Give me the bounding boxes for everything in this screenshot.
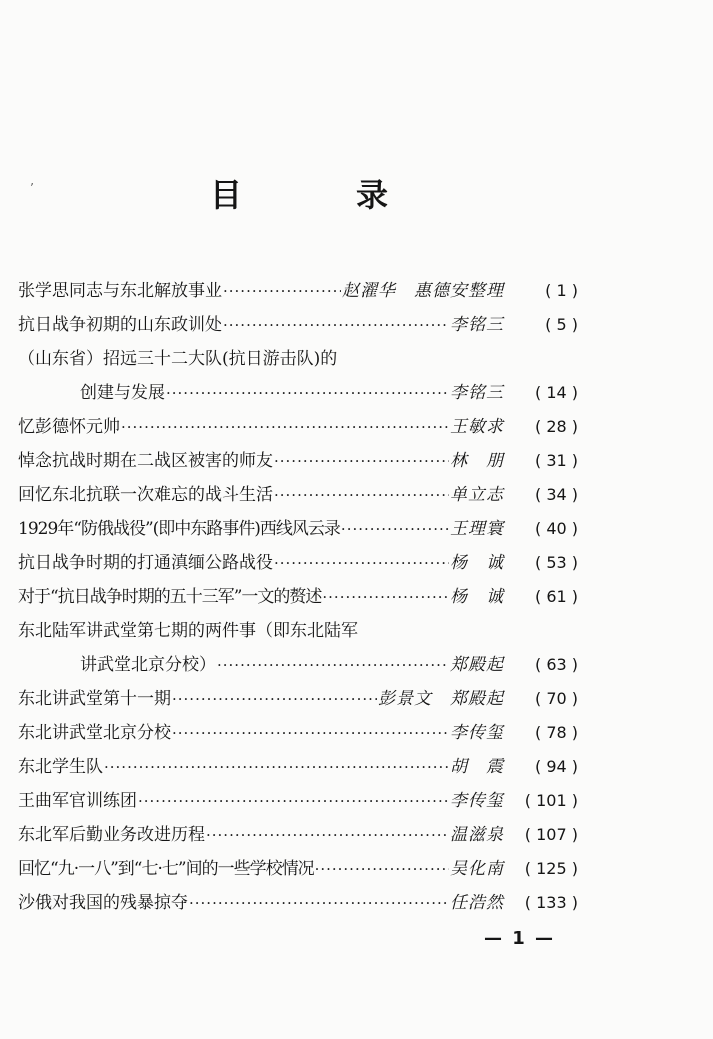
- leader-dots: [223, 282, 341, 300]
- leader-dots: [104, 758, 449, 776]
- entry-title: 东北学生队: [18, 757, 103, 777]
- leader-dots: [341, 520, 449, 538]
- entry-author: 李铭三: [450, 315, 504, 335]
- entry-page: ( 28 ): [504, 417, 578, 436]
- entry-page: ( 5 ): [504, 315, 578, 334]
- entry-page: ( 70 ): [504, 689, 578, 708]
- entry-page: ( 133 ): [504, 893, 578, 912]
- entry-author: 王理寰: [450, 519, 504, 539]
- toc-entry: [18, 820, 578, 854]
- entry-page: ( 1 ): [504, 281, 578, 300]
- toc-entry: [18, 378, 578, 412]
- entry-title-line1: 东北陆军讲武堂第七期的两件事（即东北陆军: [18, 621, 358, 641]
- entry-author: 李传玺: [450, 791, 504, 811]
- entry-page: ( 107 ): [504, 825, 578, 844]
- entry-title: 回忆“九·一八”到“七·七”间的一些学校情况: [18, 859, 314, 879]
- entry-title: 沙俄对我国的残暴掠夺: [18, 893, 188, 913]
- entry-author: 李铭三: [450, 383, 504, 403]
- entry-title: 回忆东北抗联一次难忘的战斗生活: [18, 485, 273, 505]
- toc-entry: [18, 310, 578, 344]
- entry-title: 王曲军官训练团: [18, 791, 137, 811]
- toc-entry: [18, 718, 578, 752]
- toc-entry: [18, 412, 578, 446]
- entry-title: 抗日战争初期的山东政训处: [18, 315, 222, 335]
- toc-entry: [18, 480, 578, 514]
- entry-page: ( 34 ): [504, 485, 578, 504]
- entry-title: 东北军后勤业务改进历程: [18, 825, 205, 845]
- entry-author: 林 朋: [450, 451, 504, 471]
- entry-title-line1: （山东省）招远三十二大队(抗日游击队)的: [18, 349, 338, 369]
- entry-author: 李传玺: [450, 723, 504, 743]
- toc-entry: [18, 446, 578, 480]
- entry-author: 温滋泉: [450, 825, 504, 845]
- toc-entry: [18, 514, 578, 548]
- table-of-contents: [18, 276, 578, 922]
- toc-entry-multiline: [18, 344, 578, 412]
- leader-dots: [274, 486, 449, 504]
- entry-author: 任浩然: [450, 893, 504, 913]
- entry-author: 胡 震: [450, 757, 504, 777]
- page-number: — 1 —: [484, 928, 556, 949]
- entry-title-line2: 创建与发展: [80, 383, 165, 403]
- leader-dots: [189, 894, 449, 912]
- entry-author: 王敏求: [450, 417, 504, 437]
- entry-title: 东北讲武堂北京分校: [18, 723, 171, 743]
- entry-page: ( 125 ): [504, 859, 578, 878]
- entry-author: 赵濯华 惠德安整理: [342, 281, 504, 301]
- entry-title-line2: 讲武堂北京分校）: [80, 655, 216, 675]
- entry-author: 单立志: [450, 485, 504, 505]
- entry-page: ( 94 ): [504, 757, 578, 776]
- toc-entry: [18, 582, 578, 616]
- leader-dots: [223, 316, 449, 334]
- leader-dots: [274, 452, 449, 470]
- leader-dots: [172, 690, 377, 708]
- entry-author: 彭景文 郑殿起: [378, 689, 504, 709]
- toc-entry: [18, 276, 578, 310]
- toc-entry: [18, 650, 578, 684]
- entry-page: ( 53 ): [504, 553, 578, 572]
- leader-dots: [315, 860, 449, 878]
- title-char-left: 目: [210, 176, 243, 214]
- page-title: [0, 172, 713, 218]
- entry-page: ( 14 ): [504, 383, 578, 402]
- leader-dots: [217, 656, 449, 674]
- leader-dots: [322, 588, 449, 606]
- leader-dots: [138, 792, 449, 810]
- leader-dots: [274, 554, 449, 572]
- toc-entry: [18, 752, 578, 786]
- toc-entry: [18, 888, 578, 922]
- toc-entry: [18, 786, 578, 820]
- entry-page: ( 63 ): [504, 655, 578, 674]
- entry-author: 杨 诚: [450, 587, 504, 607]
- leader-dots: [172, 724, 449, 742]
- title-char-right: 录: [356, 176, 389, 214]
- entry-title: 忆彭德怀元帅: [18, 417, 120, 437]
- entry-page: ( 40 ): [504, 519, 578, 538]
- entry-page: ( 61 ): [504, 587, 578, 606]
- entry-page: ( 78 ): [504, 723, 578, 742]
- entry-title: 张学思同志与东北解放事业: [18, 281, 222, 301]
- entry-title: 悼念抗战时期在二战区被害的师友: [18, 451, 273, 471]
- entry-author: 吴化南: [450, 859, 504, 879]
- entry-author: 杨 诚: [450, 553, 504, 573]
- entry-title: 对于“抗日战争时期的五十三军”一文的赘述: [18, 587, 322, 607]
- toc-entry: [18, 684, 578, 718]
- entry-title: 抗日战争时期的打通滇缅公路战役: [18, 553, 273, 573]
- entry-page: ( 31 ): [504, 451, 578, 470]
- toc-entry-multiline: [18, 616, 578, 684]
- entry-title: 东北讲武堂第十一期: [18, 689, 171, 709]
- toc-entry: [18, 548, 578, 582]
- leader-dots: [166, 384, 449, 402]
- entry-author: 郑殿起: [450, 655, 504, 675]
- stray-mark: ’: [30, 181, 34, 195]
- entry-title: 1929年“防俄战役”(即中东路事件)西线风云录: [18, 519, 340, 539]
- leader-dots: [121, 418, 449, 436]
- leader-dots: [206, 826, 449, 844]
- toc-entry: [18, 854, 578, 888]
- entry-page: ( 101 ): [504, 791, 578, 810]
